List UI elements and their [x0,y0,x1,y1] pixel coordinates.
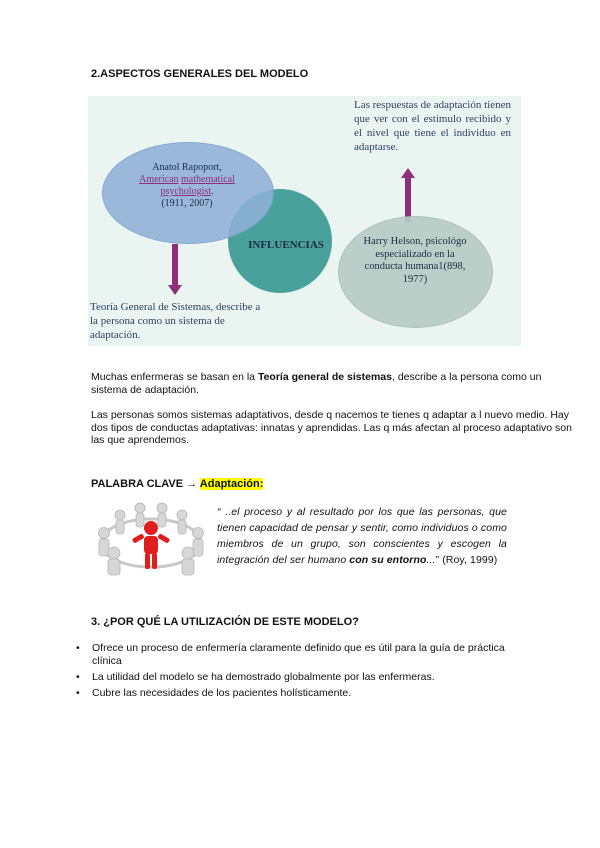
diagram-bottom-text: Teoría General de Sistemas, describe a la persona como un sistema de adaptación. [90,301,261,341]
section-2-heading: 2.ASPECTOS GENERALES DEL MODELO [91,68,309,80]
keyword-label: PALABRA CLAVE [91,478,184,490]
person-figure [157,503,167,527]
link-mathematical[interactable]: mathematical [181,174,235,185]
p1-bold: Teoría general de sistemas [257,371,392,383]
quote-italic-b: ... [426,554,436,566]
down-arrow-head [168,285,182,295]
left-circle-link-line2 [116,186,258,198]
paragraph-2: Las personas somos sistemas adaptativos, desde q nacemos te tienes q adaptar a l nuevo medio. Hay dos tipos de conductas adaptativas: innatas y aprendidas. Las q más afectan al proceso adaptativo son las que aprendemos. [91,409,572,446]
left-circle-years: (1911, 2007) [161,198,213,209]
list-item: • Ofrece un proceso de enfermería claramente definido que es útil para la guía de práctica clínica [76,642,506,667]
left-circle-suffix: . [211,186,214,197]
quote-citation: ” (Roy, 1999) [435,554,498,566]
up-arrow-head [401,168,415,178]
red-person-figure [132,521,170,569]
quote-italic-a: “ ..el proceso y al resultado por los que las personas, que tienen capacidad de pensar y sentir, como individuos o como miembros de un grupo, son conscientes y escogen la integración del ser humano [217,506,507,566]
keyword-line [91,478,263,490]
roy-quote [217,504,507,568]
link-psychologist[interactable]: psychologist [160,186,212,197]
left-circle-name: Anatol Rapoport, [152,162,222,173]
section-3-heading: 3. ¿POR QUÉ LA UTILIZACIÓN DE ESTE MODELO? [91,616,359,628]
paragraph-1 [91,371,571,396]
p1-text-a: Muchas enfermeras se basan en la [91,371,258,383]
left-circle-text [116,162,258,210]
quote-bold: con su entorno [349,554,427,566]
person-figure [115,510,125,534]
reasons-list [76,642,506,699]
diagram-top-text: Las respuestas de adaptación tienen que ver con el estímulo recibido y el nivel que tiene el individuo en adaptarse. [354,99,511,153]
person-figure [177,510,187,534]
person-figure [182,547,194,575]
down-arrow [172,244,178,286]
keyword-term: Adaptación: [199,478,264,490]
arrow-right-icon: → [186,478,198,490]
right-circle-text: Harry Helson, psicológo especializado en la conducta humana1(898, 1977) [363,236,467,285]
influences-diagram [88,96,521,346]
list-item: • La utilidad del modelo se ha demostrado globalmente por las enfermeras. [76,671,506,684]
person-figure [108,547,120,575]
link-american[interactable]: American [139,174,179,185]
left-circle-link-line1 [116,174,258,186]
list-item: • Cubre las necesidades de los pacientes holísticamente. [76,687,506,700]
center-label: INFLUENCIAS [248,239,324,251]
p1-text-b: , describe a la persona como un sistema de adaptación. [91,371,542,396]
person-figure [135,503,145,527]
people-circle-illustration [92,495,210,577]
